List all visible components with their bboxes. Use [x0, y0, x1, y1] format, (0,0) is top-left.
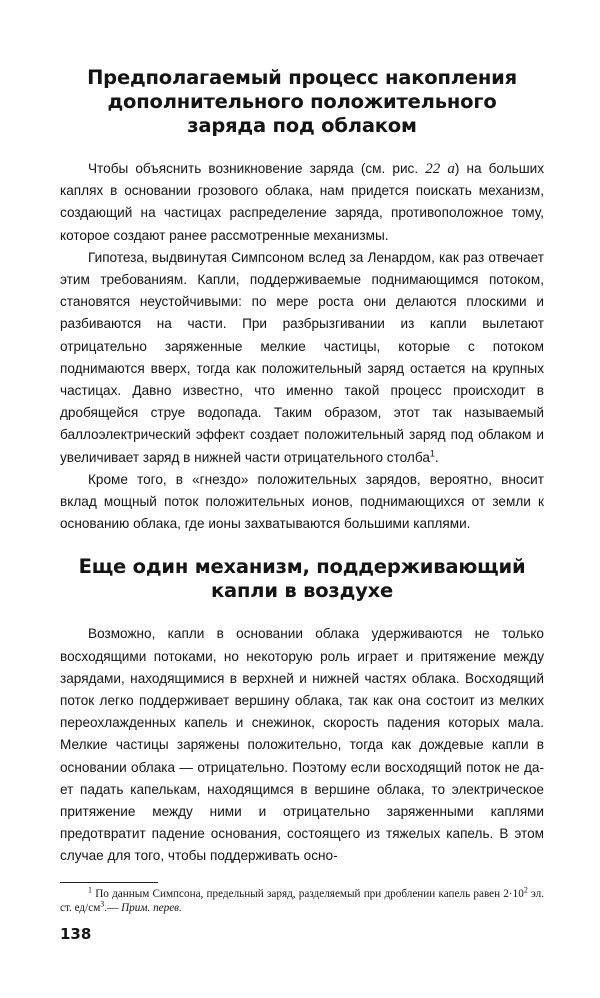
page-number: 138 [60, 924, 92, 943]
paragraph [60, 247, 544, 469]
heading-line: капли в воздухе [210, 579, 394, 603]
heading-line: заряда под облаком [187, 114, 417, 137]
translator-note: Прим. перев. [121, 901, 182, 914]
footnote-text: .— [104, 901, 122, 914]
figure-reference: 22 а [425, 161, 455, 177]
footnote [60, 884, 545, 915]
heading-line: Предполагаемый процесс накопления [87, 66, 517, 89]
paragraph-text: ) на больших каплях в основании грозового облака, нам придется поискать механизм, создающий на частицах распределение заряда, противоположное тому, которое создают ранее рассмотренные механизмы. [60, 161, 545, 243]
paragraph-text: Чтобы объяснить возникновение заряда (см. рис. [88, 161, 426, 176]
footnote-divider [60, 882, 158, 883]
footnote-text: По данным Симпсона, предельный заряд, разделяемый при дроблении капель равен 2·10 [95, 887, 524, 900]
paragraph [60, 158, 544, 247]
book-page [60, 60, 544, 943]
heading-line: Еще один механизм, поддерживающий [78, 555, 526, 579]
paragraph-text: Гипотеза, выдвинутая Симпсоном вслед за Ленардом, как раз отвечает этим требованиям. Капли, поддерживаемые поднимающимся потоком, становятся неустойчивыми: по мере роста они делаются плоскими и разбиваются на части. При разбрызгивании из капли вылетают отрицательно заряженные мелкие частицы, которые с потоком поднимаются вверх, тогда как положительный заряд остается на крупных частицах. Давно известно, что именно такой процесс происходит в дробящейся струе водопада. Таким образом, этот так называемый баллоэлектрический эффект создает положительный заряд под облаком и увеличивает заряд в нижней части отрицательного столба [60, 249, 544, 465]
paragraph: Возможно, капли в основании облака удерживаются не только восходящими потоками, но некоторую роль играет и притяжение между зарядами, находящимися в верхней и нижней частях облака. Восходящий поток легко поддерживает вершину облака, так как она состоит из мелких переохлажденных капель и снежинок, скорость падения которых мала. Мелкие частицы заряжены положительно, тогда как дождевые капли в основании облака — отрицательно. Поэтому если восходящий поток не дает падать капелькам, находящимся в вершине облака, то электрическое притяжение между ними и отрицательно заряженными каплями предотвратит падение основания, состоящего из тяжелых капель. В этом случае для того, чтобы поддерживать осно- [60, 626, 544, 864]
footnote-text: эл. ст. ед/см [60, 887, 545, 914]
exponent: 2 [523, 884, 528, 894]
paragraph-text: . [434, 449, 439, 465]
exponent: 3 [100, 898, 105, 908]
section-heading-charge-accumulation [60, 66, 544, 138]
heading-line: дополнительного положительного [107, 90, 497, 113]
footnote-marker: 1 [88, 884, 92, 894]
section-heading-droplet-support [60, 555, 544, 603]
paragraph: Кроме того, в «гнездо» положительных зарядов, вероятно, вносит вклад мощный поток положительных ионов, поднимающихся от земли к основанию облака, где ионы захватываются большими каплями. [60, 471, 544, 532]
footnote-marker: 1 [429, 448, 435, 459]
